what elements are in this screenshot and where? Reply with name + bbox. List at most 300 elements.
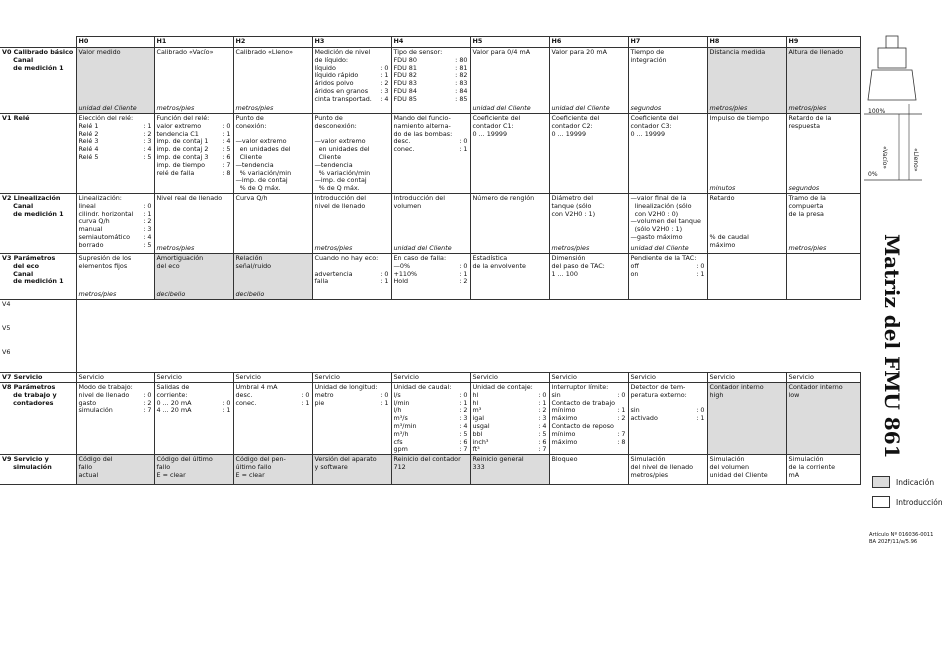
cell-text: E = clear <box>235 470 265 479</box>
option-code: : 1 <box>222 129 231 138</box>
matrix-cell <box>312 382 391 454</box>
option-code: : 3 <box>380 86 389 95</box>
matrix-cell <box>549 382 628 454</box>
cell-text: último fallo <box>235 462 272 471</box>
column-header: H8 <box>707 37 786 48</box>
option-code: : 4 <box>143 145 152 154</box>
cell-text: Retardo <box>709 193 735 202</box>
cell-text: namiento alterna- <box>393 121 451 130</box>
option-code: : 2 <box>459 277 468 286</box>
legend-indicacion-label: Indicación <box>896 477 935 487</box>
option-label: curva Q/h <box>78 217 110 226</box>
cell-text: 0 ... 19999 <box>630 129 666 138</box>
cell-text: contador C3: <box>630 121 672 130</box>
option-code: : 0 <box>380 269 389 278</box>
corner-cell <box>0 37 76 48</box>
sensor-drawing <box>862 30 950 190</box>
unit-label: unidad del Cliente <box>551 104 610 113</box>
cell-text: Introducción del <box>393 193 446 202</box>
option-label: —0% <box>393 261 411 270</box>
cell-text: % de Q máx. <box>235 184 281 193</box>
cell-text: Cliente <box>235 152 262 161</box>
option-code: : 0 <box>222 121 231 130</box>
matrix-cell <box>470 48 549 114</box>
cell-text: Punto de <box>314 114 343 122</box>
cell-text: del volumen <box>709 462 750 471</box>
option-code: : 0 <box>538 390 547 399</box>
cell-text <box>710 218 784 226</box>
column-header: H7 <box>628 37 707 48</box>
matrix-cell <box>391 253 470 299</box>
option-label: FDU 81 <box>393 63 417 72</box>
option-code: : 6 <box>538 437 547 446</box>
option-code: : 2 <box>143 129 152 138</box>
option-label: semiautomático <box>78 232 130 241</box>
matrix-cell <box>628 48 707 114</box>
option-code: : 0 <box>143 390 152 399</box>
column-header-row <box>0 37 860 48</box>
cell-text: y software <box>314 462 348 471</box>
matrix-cell <box>470 382 549 454</box>
row-label: V5 <box>0 324 76 348</box>
cell-text: —gasto máximo <box>630 232 683 241</box>
cell-text: Calibrado «Vacío» <box>156 48 214 56</box>
cell-text: contador C2: <box>551 121 593 130</box>
cell-text: % variación/min <box>235 168 292 177</box>
option-label: valor extremo <box>156 121 202 130</box>
unit-label: metros/pies <box>551 244 590 253</box>
cell-text: Unidad de longitud: <box>314 382 378 391</box>
option-code: : 5 <box>143 240 152 249</box>
cell-text: Nivel real de llenado <box>156 193 223 202</box>
option-label: inch³ <box>472 437 489 446</box>
service-row <box>0 372 860 382</box>
cell-text: % de Q máx. <box>314 184 360 193</box>
option-label: FDU 80 <box>393 55 417 64</box>
option-code: : 82 <box>455 71 468 80</box>
cell-text: Impulso de tiempo <box>709 114 770 122</box>
cell-text: —valor extremo <box>235 137 287 146</box>
option-code: : 1 <box>380 398 389 407</box>
row-label: V8 Parámetros de trabajo y contadores <box>0 382 76 454</box>
option-label: Relé 4 <box>78 145 99 154</box>
empty-cell <box>76 348 860 373</box>
option-code: : 0 <box>301 390 310 399</box>
matrix-cell <box>233 193 312 253</box>
cell-text: —imp. de contaj <box>235 176 288 185</box>
matrix-cell <box>628 455 707 485</box>
option-label: máximo <box>551 414 578 423</box>
option-label: desc. <box>393 137 411 146</box>
cell-text: Tiempo de <box>630 48 665 56</box>
option-label: l/min <box>393 398 410 407</box>
option-label: mínimo <box>551 406 576 415</box>
option-code: : 4 <box>143 232 152 241</box>
matrix-row <box>0 48 860 114</box>
service-cell: Servicio <box>76 372 154 382</box>
option-code: : 4 <box>222 137 231 146</box>
option-label: +110% <box>393 269 418 278</box>
option-code: : 1 <box>222 406 231 415</box>
option-code: : 80 <box>455 55 468 64</box>
matrix-sheet <box>0 36 861 485</box>
matrix-cell <box>76 253 154 299</box>
option-label: máximo <box>551 437 578 446</box>
matrix-cell <box>233 48 312 114</box>
option-label: m³/min <box>393 421 417 430</box>
empty-row <box>0 324 860 348</box>
option-label: m³/s <box>393 414 408 423</box>
option-code: : 7 <box>538 445 547 454</box>
cell-text: Código del <box>78 455 113 464</box>
cell-text: Coeficiente del <box>630 114 679 122</box>
matrix-cell <box>312 253 391 299</box>
matrix-cell <box>707 193 786 253</box>
matrix-cell <box>707 253 786 299</box>
cell-text: Calibrado «Lleno» <box>235 48 294 56</box>
cell-text: Elección del relé: <box>78 114 134 122</box>
cell-text: en unidades del <box>314 145 370 154</box>
option-code: : 1 <box>380 71 389 80</box>
cell-text: mA <box>788 470 800 479</box>
cell-text <box>631 400 705 408</box>
cell-text: de la corriente <box>788 462 836 471</box>
cell-text: Simulación <box>630 455 666 464</box>
operating-matrix-table <box>0 36 861 485</box>
option-label: FDU 85 <box>393 94 417 103</box>
option-label: 4 ... 20 mA <box>156 406 192 415</box>
cell-text: Código del último <box>156 455 213 464</box>
cell-text: fallo <box>156 462 171 471</box>
option-code: : 7 <box>459 445 468 454</box>
option-code: : 3 <box>538 414 547 423</box>
option-code: : 1 <box>459 269 468 278</box>
row-label: V4 <box>0 299 76 324</box>
cell-text: 333 <box>472 462 485 471</box>
option-label: sin <box>551 390 561 399</box>
option-label: cinta transportad. <box>314 94 372 103</box>
matrix-cell <box>628 114 707 194</box>
matrix-cell <box>391 114 470 194</box>
option-label: lineal <box>78 201 96 210</box>
grey-swatch-icon <box>872 476 890 488</box>
option-label: off <box>630 261 639 270</box>
option-code: : 4 <box>538 421 547 430</box>
option-label: l/s <box>393 390 401 399</box>
matrix-cell <box>391 382 470 454</box>
matrix-cell <box>707 455 786 485</box>
cell-text: de la envolvente <box>472 261 526 270</box>
cell-text: Tipo de sensor: <box>393 48 443 56</box>
cell-text: En caso de falla: <box>393 253 447 262</box>
option-code: : 3 <box>143 225 152 234</box>
cell-text: compuerta <box>788 201 824 210</box>
option-label: Relé 3 <box>78 137 99 146</box>
cell-text: Medición de nivel <box>314 48 371 56</box>
cell-text: Retardo de la <box>788 114 832 122</box>
matrix-cell <box>786 253 860 299</box>
unit-label: minutos <box>709 184 736 193</box>
option-label: simulación <box>78 406 113 415</box>
cell-text: —valor final de la <box>630 193 687 202</box>
option-code: : 1 <box>459 398 468 407</box>
option-label: borrado <box>78 240 104 249</box>
option-label: nivel de llenado <box>78 390 130 399</box>
matrix-cell <box>154 114 233 194</box>
cell-text: nivel de llenado <box>314 201 366 210</box>
option-code: : 5 <box>143 152 152 161</box>
empty-cell <box>76 324 860 348</box>
option-code: : 4 <box>459 421 468 430</box>
option-code: : 1 <box>301 398 310 407</box>
cell-text: % de caudal <box>709 232 749 241</box>
option-label: desc. <box>235 390 253 399</box>
option-code: : 0 <box>380 63 389 72</box>
option-code: : 0 <box>380 390 389 399</box>
matrix-cell <box>154 382 233 454</box>
cell-text: (sólo V2H0 : 1) <box>630 225 683 234</box>
option-code: : 81 <box>455 63 468 72</box>
cell-text: Valor para 20 mA <box>551 48 607 56</box>
service-cell: Servicio <box>154 372 233 382</box>
cell-text: del eco <box>156 261 180 270</box>
option-label: FDU 82 <box>393 71 417 80</box>
cell-text: Unidad de caudal: <box>393 382 452 391</box>
matrix-cell <box>707 48 786 114</box>
cell-text: Linealización: <box>78 193 122 202</box>
matrix-cell <box>628 382 707 454</box>
option-code: : 6 <box>222 152 231 161</box>
cell-text: Dimensión <box>551 253 586 262</box>
cell-text: —imp. de contaj <box>314 176 367 185</box>
option-code: : 1 <box>143 209 152 218</box>
option-code: : 3 <box>459 414 468 423</box>
option-code: : 1 <box>143 121 152 130</box>
matrix-cell <box>391 193 470 253</box>
option-code: : 83 <box>455 79 468 88</box>
matrix-cell <box>76 193 154 253</box>
matrix-cell <box>707 382 786 454</box>
cell-text: Tramo de la <box>788 193 826 202</box>
option-label: conec. <box>235 398 257 407</box>
column-header: H5 <box>470 37 549 48</box>
option-label: Hold <box>393 277 409 286</box>
option-code: : 2 <box>538 406 547 415</box>
cell-text: Reinicio general <box>472 455 524 464</box>
option-code: : 7 <box>222 160 231 169</box>
option-code: : 84 <box>455 86 468 95</box>
matrix-cell <box>154 193 233 253</box>
unit-label: unidad del Cliente <box>472 104 531 113</box>
document-code: BA 202F/11/a/5.96 <box>869 538 918 545</box>
option-code: : 1 <box>380 277 389 286</box>
row-label: V2 Linealización Canal de medición 1 <box>0 193 76 253</box>
option-code: : 8 <box>222 168 231 177</box>
cell-text: Amortiguación <box>156 253 204 262</box>
cell-text: Contador interno <box>709 382 764 391</box>
matrix-cell <box>786 114 860 194</box>
cell-text: Versión del aparato <box>314 455 377 464</box>
option-label: cilindr. horizontal <box>78 209 134 218</box>
matrix-cell <box>786 455 860 485</box>
cell-text: peratura externo: <box>630 390 687 399</box>
cell-text: Reinicio del contador <box>393 455 461 464</box>
option-label: sin <box>630 406 640 415</box>
option-label: líquido <box>314 63 336 72</box>
cell-text: Contador interno <box>788 382 843 391</box>
cell-text <box>710 211 784 219</box>
service-cell: Servicio <box>628 372 707 382</box>
unit-label: metros/pies <box>709 104 748 113</box>
matrix-cell <box>470 193 549 253</box>
unit-label: decibelio <box>156 290 186 299</box>
cell-text: con V2H0 : 1) <box>551 209 596 218</box>
cell-text: de la presa <box>788 209 824 218</box>
matrix-row <box>0 253 860 299</box>
option-code: : 2 <box>380 79 389 88</box>
option-label: falla <box>314 277 329 286</box>
cell-text: Curva Q/h <box>235 193 268 202</box>
matrix-row <box>0 114 860 194</box>
option-label: FDU 83 <box>393 79 417 88</box>
option-code: : 1 <box>459 145 468 154</box>
option-label: hl <box>472 390 479 399</box>
option-label: advertencia <box>314 269 353 278</box>
row-label: V0 Calibrado básico Canal de medición 1 <box>0 48 76 114</box>
row-label: V1 Relé <box>0 114 76 194</box>
cell-text: unidad del Cliente <box>709 470 768 479</box>
option-label: imp. de contaj 1 <box>156 137 209 146</box>
option-label: conec. <box>393 145 415 154</box>
matrix-cell <box>154 48 233 114</box>
legend-introduccion-label: Introducción <box>896 497 943 507</box>
matrix-cell <box>549 253 628 299</box>
service-cell: Servicio <box>312 372 391 382</box>
matrix-cell <box>628 193 707 253</box>
unit-label: unidad del Cliente <box>630 244 689 253</box>
cell-text: con V2H0 : 0) <box>630 209 679 218</box>
option-label: áridos polvo <box>314 79 354 88</box>
option-label: Relé 5 <box>78 152 99 161</box>
cell-text: Simulación <box>709 455 745 464</box>
unit-label: segundos <box>630 104 662 113</box>
cell-text: Código del pen- <box>235 455 286 464</box>
column-header: H0 <box>76 37 154 48</box>
column-header: H2 <box>233 37 312 48</box>
column-header: H6 <box>549 37 628 48</box>
option-label: Relé 1 <box>78 121 99 130</box>
row-label: V9 Servicio y simulación <box>0 455 76 485</box>
option-label: relé de falla <box>156 168 195 177</box>
cell-text: fallo <box>78 462 93 471</box>
row-label: V3 Parámetros del eco Canal de medición 1 <box>0 253 76 299</box>
cell-text: Unidad de contaje: <box>472 382 533 391</box>
option-code: : 3 <box>143 137 152 146</box>
option-label: ft³ <box>472 445 480 454</box>
title-text: Matriz del FMU 861 <box>880 234 904 459</box>
matrix-cell <box>470 253 549 299</box>
option-code: : 7 <box>617 429 626 438</box>
cell-text: en unidades del <box>235 145 291 154</box>
option-label: imp. de tiempo <box>156 160 206 169</box>
cell-text: Introducción del <box>314 193 367 202</box>
cell-text: elementos fijos <box>78 261 128 270</box>
cell-text: del nivel de llenado <box>630 462 694 471</box>
unit-label: metros/pies <box>788 104 827 113</box>
cell-text: Coeficiente del <box>551 114 600 122</box>
cell-text: desconexión: <box>314 121 357 130</box>
option-code: : 2 <box>617 414 626 423</box>
cell-text: volumen <box>393 201 422 210</box>
matrix-cell <box>312 455 391 485</box>
cell-text: integración <box>630 55 667 64</box>
vacio-label: «Vacío» <box>881 146 888 169</box>
option-label: 0 ... 20 mA <box>156 398 192 407</box>
empty-cell <box>76 299 860 324</box>
matrix-cell <box>391 48 470 114</box>
matrix-row-v9 <box>0 455 860 485</box>
option-code: : 0 <box>696 406 705 415</box>
option-code: : 0 <box>696 261 705 270</box>
option-code: : 0 <box>459 390 468 399</box>
unit-label: metros/pies <box>156 244 195 253</box>
cell-text: Valor para 0/4 mA <box>472 48 531 56</box>
reference-code <box>869 532 933 545</box>
matrix-cell <box>233 455 312 485</box>
column-header: H4 <box>391 37 470 48</box>
empty-row <box>0 299 860 324</box>
matrix-cell <box>707 114 786 194</box>
option-code: : 0 <box>617 390 626 399</box>
cell-text: —tendencia <box>235 160 274 169</box>
unit-label: segundos <box>788 184 820 193</box>
option-code: : 8 <box>617 437 626 446</box>
column-header: H1 <box>154 37 233 48</box>
option-code: : 5 <box>222 145 231 154</box>
matrix-cell <box>470 114 549 194</box>
cell-text: —tendencia <box>314 160 353 169</box>
cell-text: Mando del funcio- <box>393 114 451 122</box>
matrix-cell <box>786 193 860 253</box>
service-cell: Servicio <box>549 372 628 382</box>
unit-label: decibelio <box>235 290 265 299</box>
service-cell: Servicio <box>470 372 549 382</box>
option-label: gpm <box>393 445 408 454</box>
option-code: : 0 <box>459 137 468 146</box>
cell-text: Modo de trabajo: <box>78 382 133 391</box>
matrix-cell <box>76 455 154 485</box>
matrix-cell <box>549 48 628 114</box>
matrix-cell <box>312 114 391 194</box>
service-cell: Servicio <box>391 372 470 382</box>
matrix-cell <box>233 253 312 299</box>
matrix-cell <box>154 455 233 485</box>
matrix-cell <box>312 48 391 114</box>
option-label: hl <box>472 398 479 407</box>
option-code: : 2 <box>143 398 152 407</box>
cell-text: Pendiente de la TAC: <box>630 253 697 262</box>
option-code: : 6 <box>459 437 468 446</box>
unit-label: unidad del Cliente <box>393 244 452 253</box>
unit-label: metros/pies <box>235 104 274 113</box>
cell-text <box>710 203 784 211</box>
option-code: : 7 <box>143 406 152 415</box>
cell-text: conexión: <box>235 121 267 130</box>
cell-text: Detector de tem- <box>630 382 686 391</box>
matrix-cell <box>76 48 154 114</box>
cell-text: Cliente <box>314 152 341 161</box>
cell-text: 1 ... 100 <box>551 269 578 278</box>
